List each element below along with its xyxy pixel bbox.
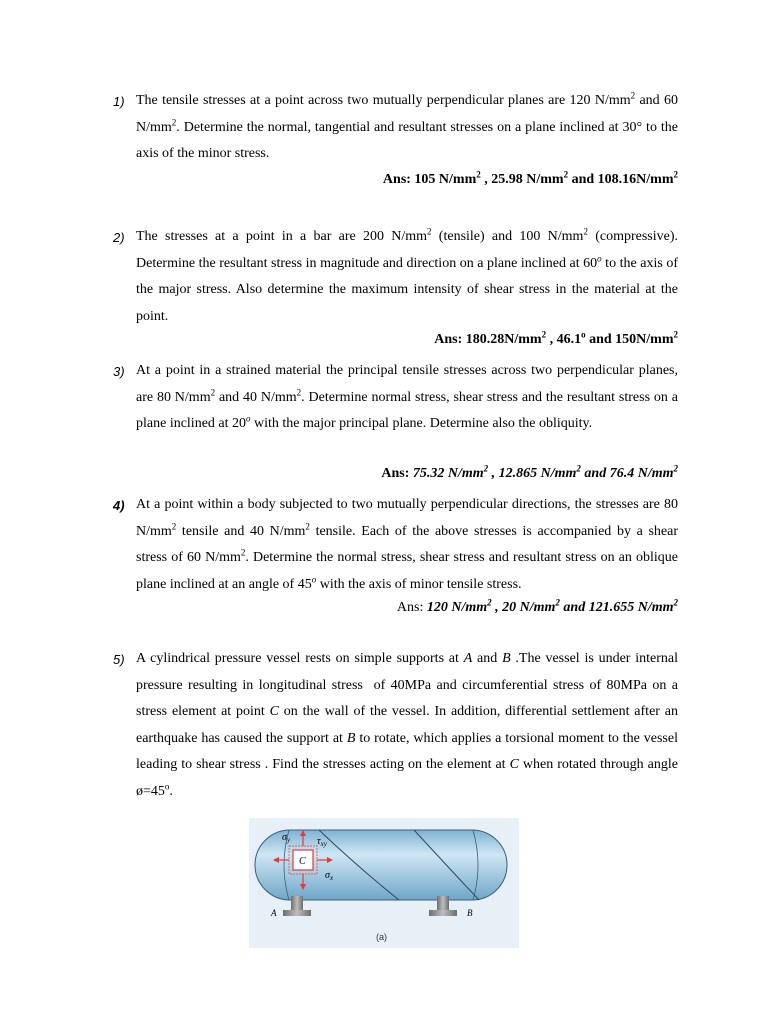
label-a: A bbox=[271, 908, 277, 918]
label-sigma-x: $\sigma_x$ bbox=[325, 870, 334, 882]
answer: Ans: 120 $N/mm^2$ , 20 $N/mm^2$ and 121.655 $N/mm^2$ bbox=[396, 597, 678, 615]
support-a-base bbox=[283, 910, 311, 916]
label-b: B bbox=[467, 908, 473, 918]
problem-text: The tensile stresses at a point across two mutually perpendicular planes are 120 $N/mm^2$ and 60 $N/mm^2$. Determine the normal, tangential and resultant stresses on a plane inclined at 30° to the axis of the minor stress. bbox=[136, 90, 678, 161]
problem-text: A cylindrical pressure vessel rests on simple supports at A and B .The vessel is under internal pressure resulting in longitudinal stress of 40MPa and circumferential stress of 80MPa on a stress element at point C on the wall of the vessel. In addition, differential settlement after an earthquake has caused the support at B to rotate, which applies a torsional moment to the vessel leading to shear stress . Find the stresses acting on the element at C when rotated through angle $ø=45^o$. bbox=[136, 651, 679, 799]
pressure-vessel-diagram bbox=[249, 818, 519, 948]
problem-text: At a point within a body subjected to two mutually perpendicular directions, the stresses are 80 $N/mm^2$ tensile and 40 $N/mm^2$ tensile. Each of the above stresses is accompanied by a shear stress of 60 $N/mm^2$. Determine the normal stress, shear stress and resultant stress on an oblique plane inclined at an angle of 45$^o$ with the axis of minor tensile stress. bbox=[136, 497, 678, 592]
label-c: C bbox=[299, 856, 306, 867]
pressure-vessel-figure bbox=[249, 818, 519, 948]
figure-caption: (a) bbox=[376, 932, 387, 942]
problem-text: The stresses at a point in a bar are 200 $N/mm^2$ (tensile) and 100 $N/mm^2$ (compressive). Determine the resultant stress in magnitude and direction on a plane inclined at 60$^o$ to the axis of the major stress. Also determine the maximum intensity of shear stress in the material at the point. bbox=[136, 226, 678, 324]
support-a-post bbox=[291, 896, 303, 910]
problem-text: At a point in a strained material the principal tensile stresses across two perpendicular planes, are 80 $N/mm^2$ and 40 $N/mm^2$. Determine normal stress, shear stress and the resultant stress on a plane inclined at 20$^o$ with the major principal plane. Determine also the obliquity. bbox=[136, 363, 678, 431]
answer: Ans: 105 $N/mm^2$ , 25.98 $N/mm^2$ and $108.16N/mm^2$ bbox=[382, 169, 678, 187]
answer: Ans: 75.32 $N/mm^2$ , 12.865 $N/mm^2$ and 76.4 $N/mm^2$ bbox=[381, 463, 678, 481]
problem-number: 1) bbox=[113, 94, 125, 109]
label-tau-xy: $\tau_{xy}$ bbox=[317, 836, 327, 848]
problem-number: 3) bbox=[113, 364, 125, 379]
problem-number: 4) bbox=[113, 498, 125, 513]
label-sigma-y: $\sigma_y$ bbox=[282, 832, 291, 844]
support-b-post bbox=[437, 896, 449, 910]
support-b-base bbox=[429, 910, 457, 916]
problem-number: 2) bbox=[113, 230, 125, 245]
problem-number: 5) bbox=[113, 652, 125, 667]
answer: Ans: $180.28N/mm^2$ , 46.1$^o$ and $150N/mm^2$ bbox=[434, 329, 678, 347]
